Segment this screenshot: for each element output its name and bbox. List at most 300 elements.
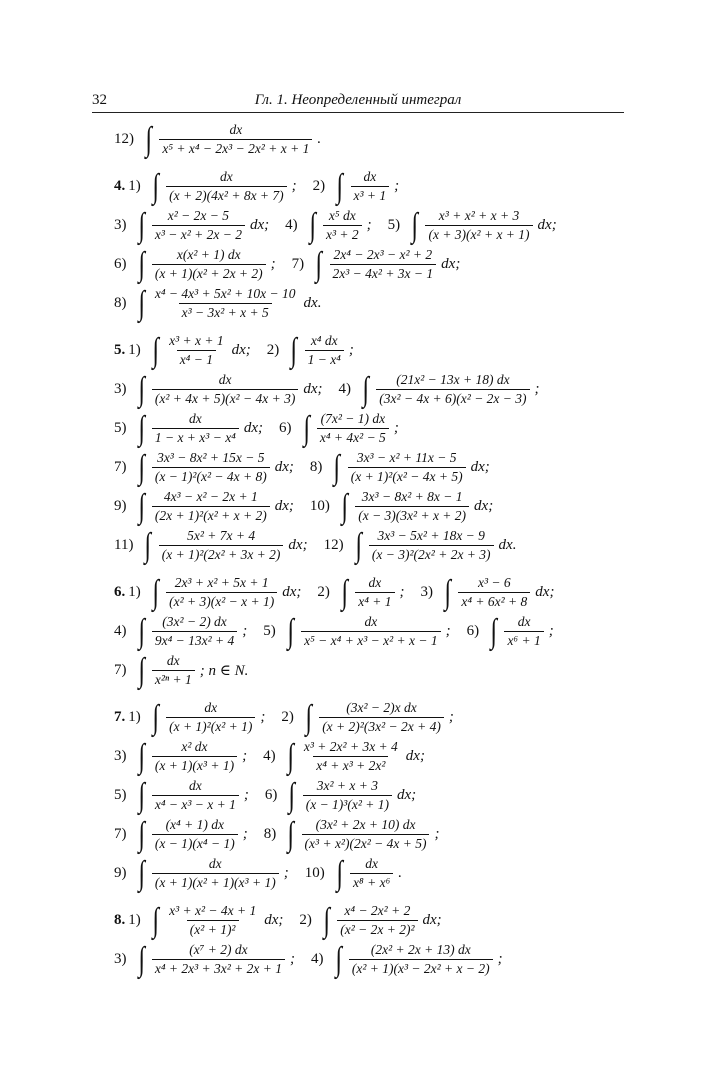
problem-label: 2) — [281, 709, 294, 725]
denominator: x⁵ − x⁴ + x³ − x² + x − 1 — [301, 631, 441, 649]
numerator: dx — [363, 169, 377, 184]
denominator: (x² + 3)(x² − x + 1) — [166, 592, 277, 610]
numerator: (x⁷ + 2) dx — [189, 942, 248, 957]
numerator: x³ + 2x² + 3x + 4 — [303, 739, 398, 754]
integral-problem — [421, 575, 555, 610]
integral-sign-icon: ∫ — [288, 776, 296, 814]
integral-problem — [317, 575, 404, 610]
integral-sign-icon: ∫ — [341, 573, 348, 611]
problem-label: 1) — [128, 342, 141, 358]
integral-sign-icon: ∫ — [444, 573, 451, 611]
problem-label: 8) — [263, 826, 277, 842]
integral-sign-icon: ∫ — [362, 370, 369, 408]
integral-problem — [128, 903, 283, 938]
problem-tail: dx; — [303, 381, 323, 397]
exercise-line — [114, 448, 634, 487]
fraction — [350, 856, 393, 891]
integral-sign-icon: ∫ — [144, 526, 152, 564]
problem-label: 8) — [309, 459, 323, 475]
denominator: x⁴ + 1 — [355, 592, 394, 610]
fraction — [152, 614, 237, 649]
numerator: (3x² − 2) dx — [162, 614, 227, 629]
fraction — [166, 575, 277, 610]
problem-tail: ; — [290, 951, 296, 967]
numerator: (2x² + 2x + 13) dx — [370, 942, 471, 957]
denominator: x⁸ + x⁶ — [350, 873, 393, 891]
denominator: (x − 1)²(x² − 4x + 8) — [152, 467, 270, 485]
problem-label: 3) — [114, 217, 127, 233]
denominator: (x + 1)²(x² + 1) — [166, 717, 255, 735]
denominator: (x − 1)(x⁴ − 1) — [152, 834, 238, 852]
problem-label: 4) — [311, 951, 324, 967]
exercise-line — [114, 612, 634, 651]
denominator: x⁴ − x³ − x + 1 — [152, 795, 239, 813]
integral-problem — [281, 700, 453, 735]
problem-label: 3) — [114, 951, 127, 967]
integral-sign-icon: ∫ — [315, 245, 323, 283]
exercise-number: 8. — [114, 912, 126, 928]
integral-problem — [114, 614, 247, 649]
integral-sign-icon: ∫ — [287, 612, 294, 650]
integral-problem — [292, 247, 461, 282]
numerator: dx — [218, 372, 232, 387]
integral-problem — [263, 739, 425, 774]
denominator: (x + 1)²(x² − 4x + 5) — [348, 467, 466, 485]
numerator: (7x² − 1) dx — [320, 411, 386, 426]
integral-sign-icon: ∫ — [152, 698, 159, 736]
numerator: x⁴ dx — [310, 333, 338, 348]
fraction — [351, 169, 390, 204]
denominator: x⁶ + 1 — [504, 631, 543, 649]
fraction — [348, 450, 466, 485]
integral-problem — [114, 122, 321, 157]
fraction — [159, 122, 312, 157]
fraction — [305, 333, 344, 368]
integral-problem — [128, 169, 296, 204]
exercise-line — [114, 651, 634, 690]
denominator: (x² + 1)² — [187, 920, 239, 938]
problem-tail: ; — [270, 256, 276, 272]
exercise-line — [114, 487, 634, 526]
problem-label: 6) — [466, 623, 480, 639]
numerator: 3x³ − x² + 11x − 5 — [356, 450, 457, 465]
numerator: (3x² − 2)x dx — [346, 700, 417, 715]
problem-tail: dx; — [470, 459, 490, 475]
integral-problem — [114, 653, 248, 688]
exercise-list — [114, 120, 634, 979]
integral-sign-icon: ∫ — [341, 487, 348, 525]
denominator: 9x⁴ − 13x² + 4 — [152, 631, 237, 649]
denominator: (x − 1)³(x² + 1) — [303, 795, 392, 813]
problem-label: 1) — [128, 584, 141, 600]
numerator: dx — [204, 700, 218, 715]
problem-label: 1) — [128, 178, 141, 194]
problem-tail: ; — [283, 865, 289, 881]
numerator: x⁴ − 4x³ + 5x² + 10x − 10 — [154, 286, 296, 301]
numerator: x³ + x² + x + 3 — [438, 208, 520, 223]
denominator: 2x³ − 4x² + 3x − 1 — [330, 264, 437, 282]
numerator: x³ + x + 1 — [169, 333, 224, 348]
exercise-line — [114, 901, 634, 940]
problem-tail: ; — [242, 623, 248, 639]
exercise-line — [114, 245, 634, 284]
fraction — [166, 903, 259, 938]
integral-sign-icon: ∫ — [286, 737, 294, 775]
denominator: x³ − 3x² + x + 5 — [179, 303, 272, 321]
problem-tail: dx; — [422, 912, 442, 928]
problem-label: 7) — [291, 256, 305, 272]
fraction — [152, 778, 239, 813]
problem-label: 4) — [114, 623, 127, 639]
fraction — [504, 614, 543, 649]
integral-sign-icon: ∫ — [490, 612, 498, 650]
integral-problem — [338, 372, 539, 407]
integral-sign-icon: ∫ — [334, 940, 342, 978]
problem-tail: ; — [366, 217, 372, 233]
denominator: 1 − x + x³ − x⁴ — [152, 428, 239, 446]
denominator: (3x² − 4x + 6)(x² − 2x − 3) — [376, 389, 529, 407]
problem-label: 2) — [266, 342, 280, 358]
denominator: (x − 3)²(2x² + 2x + 3) — [369, 545, 494, 563]
numerator: (x⁴ + 1) dx — [165, 817, 224, 832]
problem-tail: . — [398, 865, 403, 881]
problem-tail: dx; — [288, 537, 308, 553]
fraction — [152, 653, 195, 688]
problem-label: 1) — [128, 709, 141, 725]
exercise-number: 5. — [114, 342, 126, 358]
problem-tail: ; — [260, 709, 266, 725]
fraction — [152, 286, 299, 321]
problem-tail: ; — [393, 420, 399, 436]
exercise-line — [114, 331, 634, 370]
numerator: dx — [364, 614, 378, 629]
denominator: 1 − x⁴ — [305, 350, 344, 368]
problem-tail: dx; — [274, 498, 294, 514]
integral-problem — [114, 942, 295, 977]
fraction — [301, 614, 441, 649]
problem-tail: ; — [242, 826, 248, 842]
problem-tail: dx; — [535, 584, 555, 600]
exercise-number: 4. — [114, 178, 126, 194]
numerator: 5x² + 7x + 4 — [187, 528, 256, 543]
problem-tail: ; — [534, 381, 540, 397]
integral-sign-icon: ∫ — [137, 940, 145, 978]
denominator: (x − 3)(3x² + x + 2) — [355, 506, 469, 524]
denominator: (2x + 1)²(x² + x + 2) — [152, 506, 270, 524]
numerator: x⁴ − 2x² + 2 — [344, 903, 411, 918]
integral-sign-icon: ∫ — [137, 487, 145, 525]
problem-tail: ; — [348, 342, 354, 358]
problem-label: 7) — [114, 662, 127, 678]
numerator: 3x² + x + 3 — [316, 778, 378, 793]
fraction — [301, 739, 401, 774]
numerator: x³ − 6 — [477, 575, 511, 590]
denominator: (x + 1)(x² + 2x + 2) — [152, 264, 266, 282]
problem-tail: ; — [243, 787, 249, 803]
integral-sign-icon: ∫ — [137, 245, 145, 283]
denominator: x⁴ − 1 — [177, 350, 216, 368]
denominator: (x + 2)²(3x² − 2x + 4) — [319, 717, 444, 735]
fraction — [166, 700, 255, 735]
integral-sign-icon: ∫ — [323, 901, 330, 939]
integral-sign-icon: ∫ — [152, 573, 159, 611]
numerator: dx — [365, 856, 379, 871]
numerator: 3x³ − 8x² + 15x − 5 — [157, 450, 265, 465]
integral-sign-icon: ∫ — [137, 284, 145, 322]
fraction — [152, 489, 270, 524]
problem-tail: dx. — [303, 295, 322, 311]
problem-tail: ; — [448, 709, 454, 725]
numerator: 3x³ − 8x² + 8x − 1 — [361, 489, 463, 504]
problem-label: 12) — [323, 537, 344, 553]
problem-label: 6) — [114, 256, 127, 272]
integral-problem — [114, 817, 248, 852]
fraction — [303, 778, 392, 813]
integral-sign-icon: ∫ — [152, 331, 159, 369]
integral-sign-icon: ∫ — [137, 612, 145, 650]
integral-sign-icon: ∫ — [137, 409, 145, 447]
integral-problem — [114, 372, 322, 407]
exercise-line — [114, 573, 634, 612]
numerator: dx — [229, 122, 243, 137]
problem-label: 9) — [114, 865, 127, 881]
problem-tail: dx; — [274, 459, 294, 475]
problem-label: 5) — [263, 623, 276, 639]
problem-label: 12) — [114, 131, 134, 147]
denominator: x²ⁿ + 1 — [152, 670, 195, 688]
problem-label: 8) — [114, 295, 127, 311]
exercise-line — [114, 284, 634, 323]
fraction — [152, 856, 279, 891]
integral-sign-icon: ∫ — [336, 167, 344, 205]
fraction — [330, 247, 437, 282]
numerator: dx — [220, 169, 233, 184]
problem-label: 6) — [264, 787, 278, 803]
integral-sign-icon: ∫ — [290, 331, 298, 369]
integral-sign-icon: ∫ — [333, 448, 341, 486]
integral-sign-icon: ∫ — [305, 698, 312, 736]
numerator: dx — [188, 411, 202, 426]
numerator: x(x² + 1) dx — [176, 247, 241, 262]
denominator: x⁴ + 2x³ + 3x² + 2x + 1 — [152, 959, 285, 977]
fraction — [349, 942, 493, 977]
problem-label: 1) — [128, 912, 141, 928]
problem-tail: dx; — [249, 217, 270, 233]
fraction — [458, 575, 530, 610]
integral-problem — [128, 575, 301, 610]
integral-sign-icon: ∫ — [137, 448, 145, 486]
integral-sign-icon: ∫ — [354, 526, 362, 564]
integral-sign-icon: ∫ — [309, 206, 316, 244]
denominator: (x + 2)(4x² + 8x + 7) — [166, 186, 287, 204]
integral-problem — [114, 528, 308, 563]
fraction — [369, 528, 494, 563]
problem-label: 7) — [114, 459, 127, 475]
integral-problem — [285, 208, 371, 243]
denominator: (x + 1)(x² + 1)(x³ + 1) — [152, 873, 279, 891]
problem-label: 4) — [263, 748, 276, 764]
integral-sign-icon: ∫ — [137, 776, 145, 814]
integral-problem — [114, 247, 276, 282]
integral-sign-icon: ∫ — [137, 370, 145, 408]
problem-label: 3) — [114, 748, 127, 764]
numerator: 2x⁴ − 2x³ − x² + 2 — [333, 247, 433, 262]
denominator: x⁴ + 4x² − 5 — [317, 428, 389, 446]
integral-problem — [263, 614, 450, 649]
integral-problem — [305, 856, 402, 891]
integral-problem — [114, 208, 269, 243]
integral-sign-icon: ∫ — [411, 206, 419, 244]
fraction — [355, 575, 394, 610]
exercise-line — [114, 776, 634, 815]
exercise-line — [114, 698, 634, 737]
denominator: (x + 3)(x² + x + 1) — [425, 225, 532, 243]
denominator: (x² − 2x + 2)² — [337, 920, 417, 938]
problem-tail: dx; — [243, 420, 264, 436]
fraction — [159, 528, 284, 563]
fraction — [166, 169, 287, 204]
problem-tail: dx; — [441, 256, 461, 272]
integral-sign-icon: ∫ — [336, 854, 343, 892]
problem-tail: dx; — [282, 584, 302, 600]
problem-label: 10) — [304, 865, 325, 881]
exercise-line — [114, 526, 634, 565]
problem-label: 4) — [285, 217, 298, 233]
fraction — [323, 208, 362, 243]
problem-tail: ; — [399, 584, 405, 600]
problem-tail: dx; — [396, 787, 417, 803]
problem-tail: ; — [394, 178, 400, 194]
problem-tail: ; n ∈ N. — [199, 663, 249, 679]
denominator: x³ − x² + 2x − 2 — [152, 225, 245, 243]
problem-label: 2) — [312, 178, 326, 194]
integral-problem — [265, 778, 416, 813]
integral-problem — [267, 333, 354, 368]
problem-label: 5) — [387, 217, 401, 233]
problem-label: 2) — [317, 584, 330, 600]
integral-sign-icon: ∫ — [152, 901, 159, 939]
fraction — [317, 411, 389, 446]
numerator: 4x³ − x² − 2x + 1 — [163, 489, 258, 504]
problem-label: 9) — [114, 498, 127, 514]
integral-problem — [467, 614, 554, 649]
numerator: dx — [166, 653, 180, 668]
exercise-line — [114, 737, 634, 776]
integral-problem — [114, 739, 247, 774]
integral-sign-icon: ∫ — [137, 854, 145, 892]
fraction — [152, 450, 270, 485]
integral-sign-icon: ∫ — [137, 206, 145, 244]
denominator: (x + 1)(x³ + 1) — [152, 756, 237, 774]
problem-tail: ; — [434, 826, 440, 842]
denominator: x⁵ + x⁴ − 2x³ − 2x² + x + 1 — [159, 139, 312, 157]
integral-problem — [279, 411, 399, 446]
problem-label: 5) — [114, 787, 127, 803]
problem-tail: dx; — [405, 748, 425, 764]
integral-problem — [114, 411, 263, 446]
page-number: 32 — [92, 92, 107, 108]
fraction — [152, 739, 237, 774]
numerator: x³ + x² − 4x + 1 — [169, 903, 257, 918]
fraction — [425, 208, 532, 243]
integral-problem — [324, 528, 517, 563]
fraction — [355, 489, 469, 524]
fraction — [302, 817, 430, 852]
fraction — [337, 903, 417, 938]
problem-tail: . — [317, 131, 322, 147]
exercise-line — [114, 206, 634, 245]
numerator: dx — [517, 614, 531, 629]
denominator: (x + 1)²(2x² + 3x + 2) — [159, 545, 284, 563]
integral-problem — [264, 817, 440, 852]
chapter-title: Гл. 1. Неопределенный интеграл — [254, 92, 462, 108]
problem-label: 4) — [338, 381, 351, 397]
fraction — [376, 372, 529, 407]
integral-problem — [310, 489, 493, 524]
numerator: dx — [188, 778, 202, 793]
problem-label: 11) — [114, 537, 134, 553]
problem-tail: ; — [291, 178, 297, 194]
integral-problem — [310, 450, 490, 485]
problem-label: 3) — [114, 381, 127, 397]
integral-sign-icon: ∫ — [137, 651, 145, 689]
problem-label: 7) — [114, 826, 127, 842]
problem-tail: dx; — [537, 217, 557, 233]
integral-sign-icon: ∫ — [145, 120, 152, 158]
exercise-number: 6. — [114, 584, 126, 600]
problem-label: 6) — [279, 420, 292, 436]
denominator: (x² + 4x + 5)(x² − 4x + 3) — [152, 389, 298, 407]
fraction — [319, 700, 444, 735]
integral-problem — [299, 903, 441, 938]
problem-tail: dx; — [474, 498, 494, 514]
fraction — [152, 942, 285, 977]
denominator: (x³ + x²)(2x² − 4x + 5) — [302, 834, 430, 852]
numerator: 2x³ + x² + 5x + 1 — [174, 575, 269, 590]
exercise-line — [114, 940, 634, 979]
integral-problem — [128, 700, 265, 735]
numerator: dx — [208, 856, 222, 871]
integral-sign-icon: ∫ — [137, 737, 145, 775]
problem-tail: ; — [548, 623, 554, 639]
integral-problem — [114, 489, 294, 524]
integral-problem — [388, 208, 557, 243]
integral-problem — [311, 942, 503, 977]
fraction — [152, 817, 238, 852]
problem-label: 10) — [309, 498, 330, 514]
integral-problem — [114, 286, 321, 321]
fraction — [152, 247, 266, 282]
numerator: 3x³ − 5x² + 18x − 9 — [377, 528, 485, 543]
exercise-line — [114, 370, 634, 409]
problem-tail: ; — [497, 951, 503, 967]
numerator: dx — [368, 575, 382, 590]
numerator: (21x² − 13x + 18) dx — [396, 372, 510, 387]
problem-label: 3) — [420, 584, 433, 600]
fraction — [152, 372, 298, 407]
integral-sign-icon: ∫ — [137, 815, 145, 853]
integral-problem — [114, 778, 249, 813]
integral-sign-icon: ∫ — [152, 167, 159, 205]
denominator: x³ + 1 — [351, 186, 390, 204]
numerator: (3x² + 2x + 10) dx — [315, 817, 416, 832]
fraction — [166, 333, 227, 368]
problem-tail: dx; — [264, 912, 284, 928]
problem-tail: ; — [242, 748, 248, 764]
integral-problem — [313, 169, 399, 204]
fraction — [152, 411, 239, 446]
integral-problem — [114, 856, 289, 891]
